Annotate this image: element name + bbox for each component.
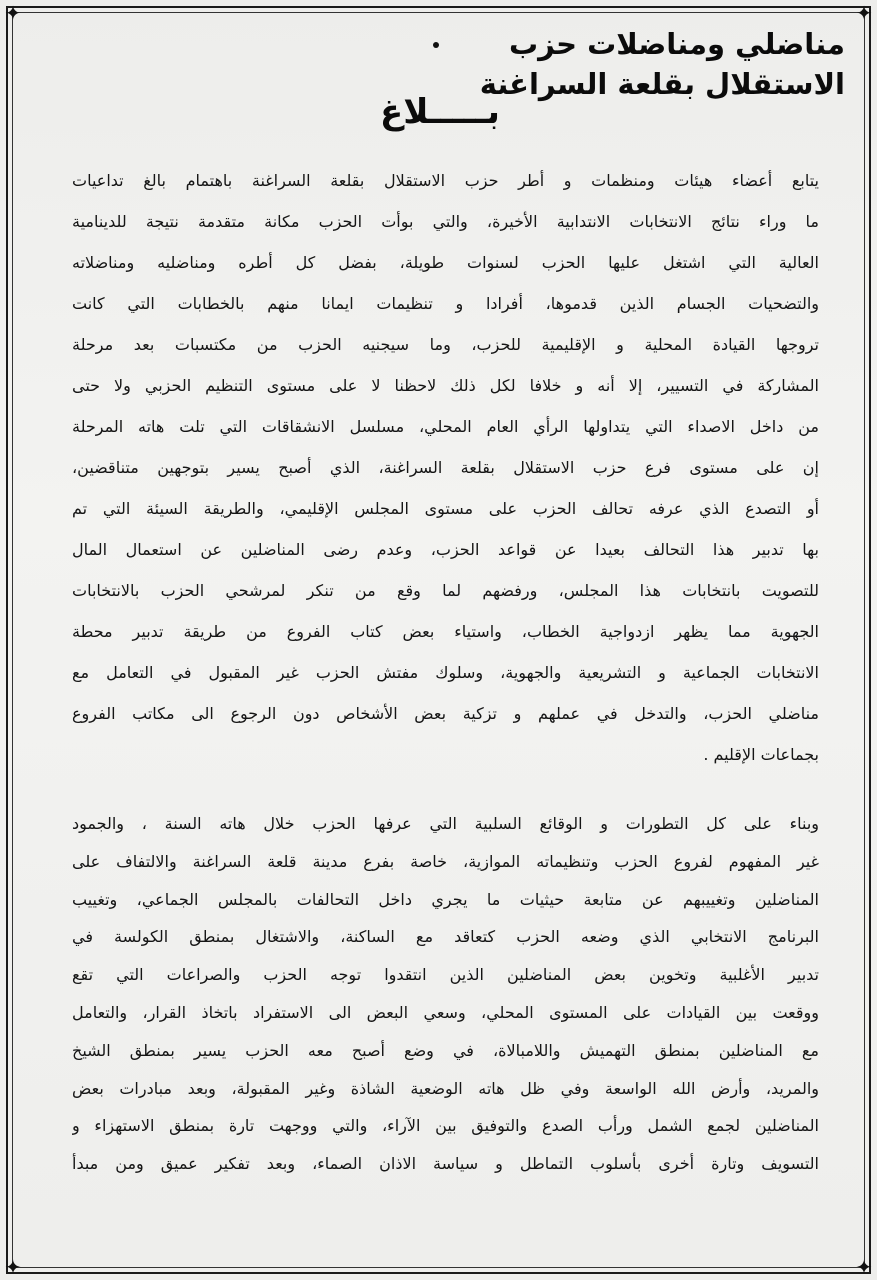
text-line: والتضحيات الجسام الذين قدموها، أفرادا و تنظيمات ايمانا منهم بالخطابات التي كانت bbox=[72, 294, 819, 313]
text-line: وبناء على كل التطورات و الوقائع السلبية التي عرفها الحزب خلال هاته السنة ، والجمود bbox=[72, 814, 819, 833]
text-line: ووقعت بين القيادات على المستوى المحلي، وسعي البعض الى الاستفراد باتخاذ القرار، والتعامل bbox=[72, 1002, 819, 1022]
text-line: الجهوية مما يظهر ازدواجية الخطاب، واستياء بعض كتاب الفروع من طريقة تدبير محطة bbox=[72, 622, 819, 641]
text-line: بها تدبير هذا التحالف بعيدا عن قواعد الحزب، وعدم رضى المناضلين عن استعمال المال bbox=[72, 540, 819, 559]
frame-corner-ornament-icon: ✦ bbox=[4, 1, 22, 25]
document-title: بـــــلاغ bbox=[380, 92, 500, 132]
text-line: تروجها القيادة المحلية و الإقليمية للحزب، وما سيجنيه الحزب من مكتسبات بعد مرحلة bbox=[72, 335, 819, 354]
text-line: والمريد، وأرض الله الواسعة وفي ظل هاته الوضعية الشاذة وغير المقبولة، وبعد مبادرات بعض bbox=[72, 1078, 819, 1098]
text-line: تدبير الأغلبية وتخوين بعض المناضلين الذين انتقدوا توجه الحزب والصراعات التي تقع bbox=[72, 965, 819, 985]
frame-corner-ornament-icon: ✦ bbox=[4, 1255, 22, 1279]
text-line: للتصويت بانتخابات هذا المجلس، ورفضهم لما وقع من تنكر لمرشحي الحزب بالانتخابات bbox=[72, 581, 819, 600]
frame-corner-ornament-icon: ✦ bbox=[855, 1255, 873, 1279]
paragraph-spacer bbox=[72, 775, 819, 805]
text-line: البرنامج الانتخابي الذي وضعه الحزب كتعاقد مع الساكنة، والاشتغال بمنطق الكولسة في bbox=[72, 927, 819, 947]
text-line: مناضلي الحزب، والتدخل في عملهم و تزكية بعض الأشخاص دون الرجوع الى مكاتب الفروع bbox=[72, 704, 819, 723]
text-line: أو التصدع الذي عرفه تحالف الحزب على مستوى المجلس الإقليمي، والطريقة السيئة التي تم bbox=[72, 499, 819, 518]
text-line: الانتخابات الجماعية و التشريعية والجهوية، وسلوك مفتش الحزب غير المقبول في التعامل مع bbox=[72, 663, 819, 682]
header-line-1: مناضلي ومناضلات حزب bbox=[508, 27, 845, 61]
text-line: من داخل الاصداء التي يتداولها الرأي العام المحلي، مسلسل الانشقاقات التي تلت هاته المرحلة bbox=[72, 417, 819, 436]
text-line: المشاركة في التسيير، إلا أنه و خلافا لكل ذلك لاحظنا لا على مستوى التنظيم الحزبي ولا حتى bbox=[72, 376, 819, 395]
text-line: بجماعات الإقليم . bbox=[703, 745, 819, 764]
text-line: التسويف وتارة أخرى بأسلوب التماطل و سياسة الاذان الصماء، وبعد تفكير عميق ومن مبدأ bbox=[72, 1154, 819, 1174]
header-line-2: الاستقلال بقلعة السراغنة bbox=[479, 67, 845, 101]
frame-corner-ornament-icon: ✦ bbox=[855, 1, 873, 25]
document-body bbox=[72, 160, 819, 1183]
text-line: العالية التي اشتغل عليها الحزب لسنوات طويلة، بفضل كل أطره ومناضليه ومناضلاته bbox=[72, 253, 819, 272]
text-line: ما وراء نتائج الانتخابات الانتدابية الأخيرة، والتي بوأت الحزب مكانة متقدمة نتيجة للدينامية bbox=[72, 212, 819, 231]
paragraph-2 bbox=[72, 805, 819, 1183]
text-line: يتابع أعضاء هيئات ومنظمات و أطر حزب الاستقلال بقلعة السراغنة باهتمام بالغ تداعيات bbox=[72, 171, 819, 190]
text-line: مع المناضلين بمنطق التهميش واللامبالاة، في وضع أصبح معه الحزب يسير بمنطق الشيخ bbox=[72, 1040, 819, 1060]
text-line: غير المفهوم لفروع الحزب وتنظيماته الموازية، خاصة بفرع مدينة قلعة السراغنة والالتفاف على bbox=[72, 851, 819, 871]
ink-dot bbox=[433, 42, 439, 48]
text-line: المناضلين وتغييبهم عن متابعة حيثيات ما يجري داخل التحالفات بالمجلس الجماعي، وتغييب bbox=[72, 889, 819, 909]
paragraph-1 bbox=[72, 160, 819, 775]
text-line: إن على مستوى فرع حزب الاستقلال بقلعة السراغنة، الذي أصبح يسير بتوجهين متناقضين، bbox=[72, 458, 819, 477]
text-line: المناضلين لجمع الشمل ورأب الصدع والتوفيق بين الآراء، والتي ووجهت تارة بمنطق الاستهزاء و bbox=[72, 1116, 819, 1136]
